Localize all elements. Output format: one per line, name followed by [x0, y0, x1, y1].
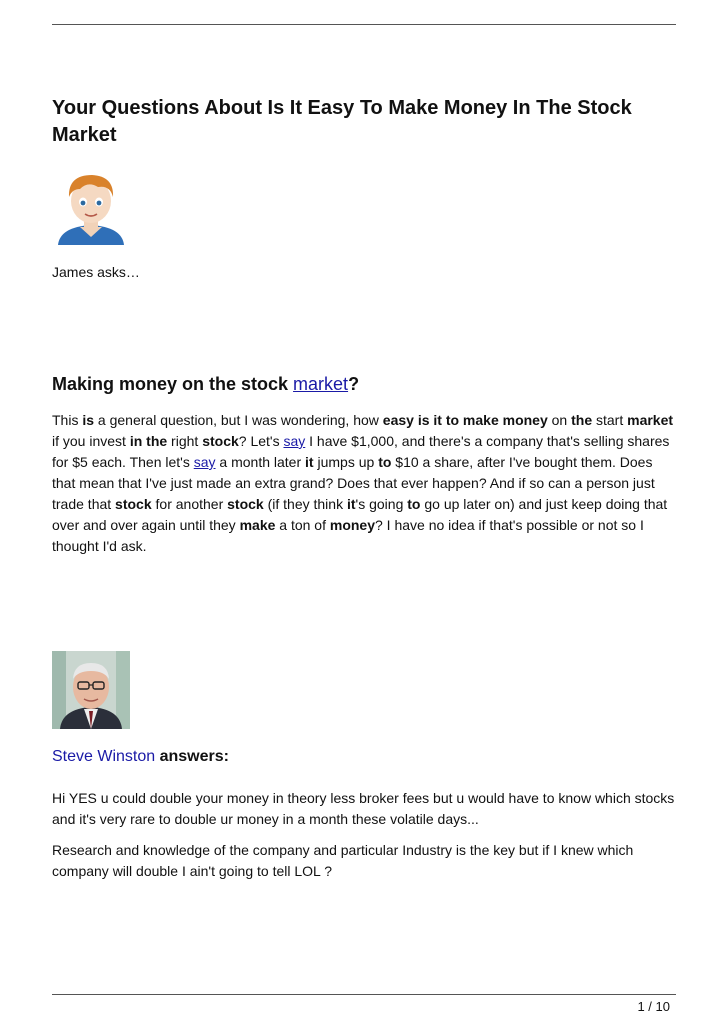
market-link[interactable]: market	[293, 374, 349, 394]
bold-keyword: stock	[227, 496, 264, 512]
body-text: if you invest	[52, 433, 130, 449]
answer-paragraph-2: Research and knowledge of the company and particular Industry is the key but if I knew which company will double I ain't going to tell LOL ?	[52, 842, 634, 879]
footer-rule	[52, 994, 676, 995]
body-text: for another	[151, 496, 228, 512]
body-text: jumps up	[313, 454, 379, 470]
page-title: Your Questions About Is It Easy To Make Money In The Stock Market	[52, 97, 632, 146]
inline-link[interactable]: say	[283, 433, 306, 449]
bold-keyword: to	[378, 454, 392, 470]
bold-keyword: easy is it to make money	[382, 412, 548, 428]
bold-keyword: it	[346, 496, 356, 512]
answerer-avatar	[52, 651, 130, 729]
body-text: 's going	[355, 496, 408, 512]
body-text: $10 a share, after I've bought them. Does that mean that I've just made an extra grand? Does that ever happen? And if so can a person just trade that	[52, 454, 655, 512]
answer-paragraph-1: Hi YES u could double your money in theory less broker fees but u would have to know which stocks and it's very rare to double ur money in a month these volatile days...	[52, 790, 675, 827]
body-text: ? I have no idea if that's possible or not so I thought I'd ask.	[52, 517, 644, 554]
body-text: (if they think	[263, 496, 347, 512]
man-portrait-avatar-icon	[52, 651, 130, 729]
answer-author-link[interactable]: Steve Winston	[52, 748, 156, 765]
body-text: on	[547, 412, 572, 428]
bold-keyword: the	[571, 412, 593, 428]
body-text: a month later	[215, 454, 306, 470]
inline-link[interactable]: say	[193, 454, 216, 470]
body-text: go up later on) and just keep doing that over and over again until they	[52, 496, 668, 533]
header-rule	[52, 24, 676, 25]
bold-keyword: to	[407, 496, 421, 512]
body-text: a ton of	[275, 517, 330, 533]
bold-keyword: make	[239, 517, 276, 533]
body-text: ? Let's	[238, 433, 284, 449]
body-text: I have $1,000, and there's a company that's selling shares for $5 each. Then let's	[52, 433, 670, 470]
asker-intro: James asks…	[52, 264, 140, 280]
bold-keyword: it	[305, 454, 314, 470]
answer-heading-verb: answers:	[155, 748, 229, 765]
body-text: This	[52, 412, 83, 428]
question-heading-suffix: ?	[348, 374, 360, 394]
bold-keyword: is	[82, 412, 95, 428]
question-body	[52, 410, 676, 557]
asker-avatar	[52, 167, 130, 245]
bold-keyword: in the	[129, 433, 168, 449]
question-heading	[52, 372, 672, 396]
body-text: right	[167, 433, 203, 449]
body-text: start	[592, 412, 628, 428]
bold-keyword: stock	[202, 433, 239, 449]
bold-keyword: stock	[115, 496, 152, 512]
body-text: a general question, but I was wondering, how	[94, 412, 383, 428]
question-heading-text: Making money on the stock	[52, 374, 294, 394]
page-number: 1 / 10	[637, 999, 670, 1014]
cartoon-boy-avatar-icon	[52, 167, 130, 245]
bold-keyword: money	[329, 517, 375, 533]
answer-heading	[52, 746, 229, 768]
bold-keyword: market	[627, 412, 674, 428]
